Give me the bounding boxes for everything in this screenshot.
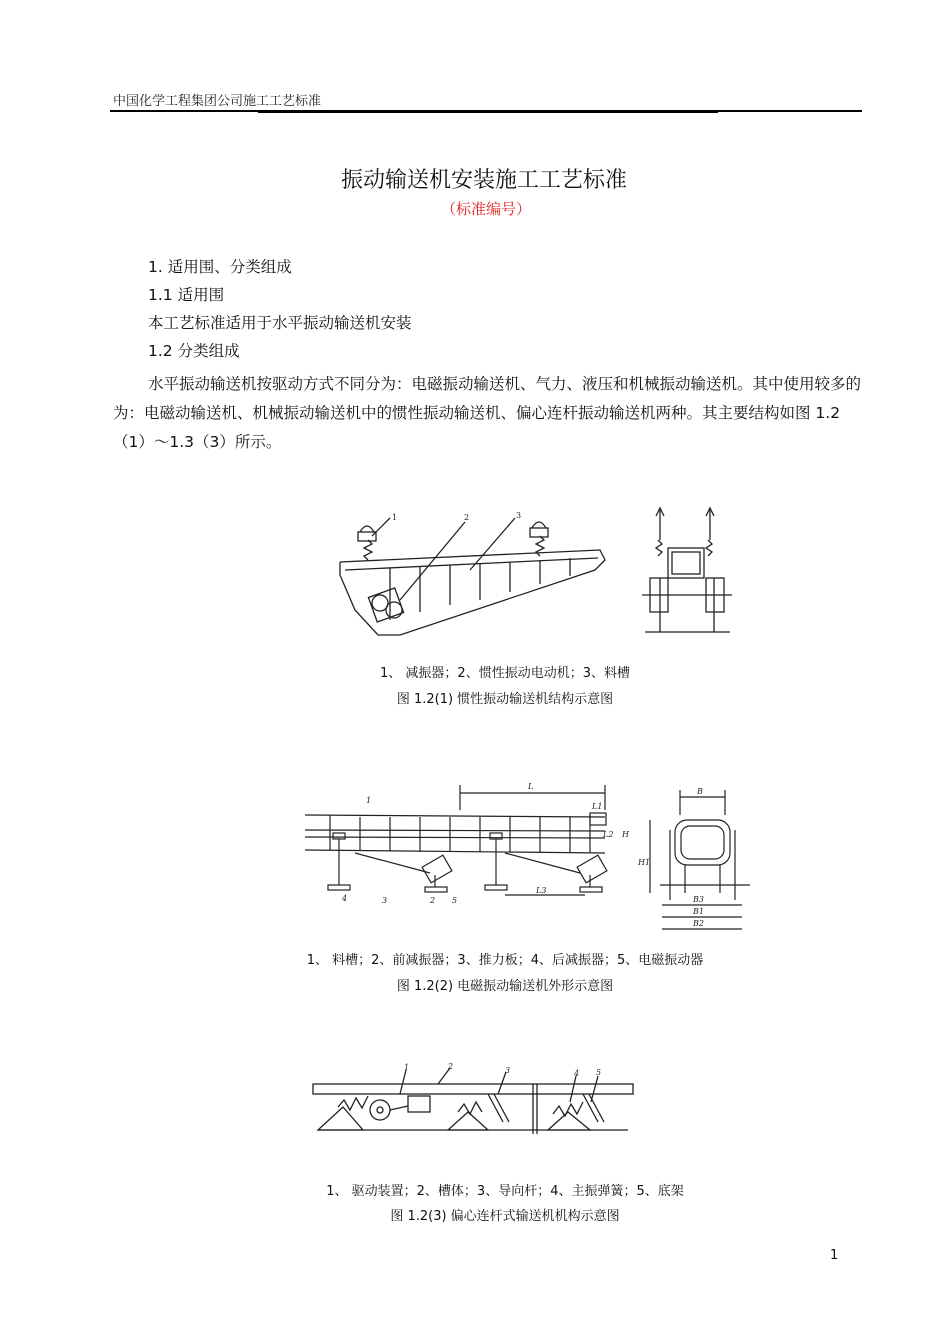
figure-3-caption: 图 1.2(3) 偏心连杆式输送机机构示意图 bbox=[390, 1209, 620, 1224]
figure-2-caption: 图 1.2(2) 电磁振动输送机外形示意图 bbox=[396, 979, 614, 994]
figure-2-label-B3: B3 bbox=[693, 895, 704, 904]
figure-2-label-B1: B1 bbox=[693, 907, 704, 916]
figure-2-label-3: 3 bbox=[382, 896, 388, 905]
figure-1-label-1: 1 bbox=[392, 513, 398, 522]
figure-2-label-L2: L2 bbox=[603, 830, 614, 839]
section-1-heading: 1. 适用围、分类组成 bbox=[148, 258, 292, 276]
section-1-1-heading: 1.1 适用围 bbox=[148, 286, 225, 304]
figure-2-label-H: H bbox=[622, 830, 629, 839]
figure-2-label-L: L bbox=[528, 782, 534, 791]
figure-3-legend: 1、 驱动装置；2、槽体；3、导向杆；4、主振弹簧；5、底架 bbox=[326, 1184, 684, 1199]
figure-1-label-3: 3 bbox=[516, 511, 522, 520]
figure-1-legend: 1、 减振器；2、惯性振动电动机；3、料槽 bbox=[380, 666, 630, 681]
figure-3-label-1: 1 bbox=[404, 1063, 410, 1072]
figure-3-label-4: 4 bbox=[574, 1069, 580, 1078]
figure-2-label-5: 5 bbox=[452, 896, 458, 905]
figure-3-drawing bbox=[308, 1062, 638, 1137]
figure-2-drawing bbox=[300, 775, 770, 940]
figure-2-label-B2: B2 bbox=[693, 919, 704, 928]
figure-2-label-H1: H1 bbox=[638, 858, 651, 867]
running-header: 中国化学工程集团公司施工工艺标准 bbox=[113, 94, 322, 109]
figure-2-label-B: B bbox=[697, 787, 703, 796]
section-1-1-text: 本工艺标准适用于水平振动输送机安装 bbox=[148, 314, 412, 332]
figure-3-label-2: 2 bbox=[448, 1062, 454, 1071]
figure-2-label-2: 2 bbox=[430, 896, 436, 905]
figure-3-label-5: 5 bbox=[596, 1068, 602, 1077]
figure-1-drawing bbox=[330, 500, 750, 645]
page-number: 1 bbox=[830, 1248, 839, 1263]
figure-2-label-L3: L3 bbox=[536, 886, 547, 895]
header-rule-thin bbox=[258, 112, 718, 113]
figure-3-label-3: 3 bbox=[505, 1066, 511, 1075]
figure-2-label-L1: L1 bbox=[592, 802, 603, 811]
document-title: 振动输送机安装施工工艺标准 bbox=[340, 168, 627, 193]
section-1-2-text: 水平振动输送机按驱动方式不同分为：电磁振动输送机、气力、液压和机械振动输送机。其中使用较多的为：电磁动输送机、机械振动输送机中的惯性振动输送机、偏心连杆振动输送机两种。其主要结构如图 1.2（1）～1.3（3）所示。 bbox=[113, 375, 862, 451]
figure-2-legend: 1、 料槽；2、前减振器；3、推力板；4、后减振器；5、电磁振动器 bbox=[306, 953, 704, 968]
section-1-2-heading: 1.2 分类组成 bbox=[148, 342, 240, 360]
figure-1-label-2: 2 bbox=[464, 513, 470, 522]
figure-1-caption: 图 1.2(1) 惯性振动输送机结构示意图 bbox=[396, 692, 614, 707]
document-subtitle: （标准编号） bbox=[440, 200, 531, 218]
figure-2-label-1: 1 bbox=[366, 796, 372, 805]
section-1-2-paragraph bbox=[113, 370, 863, 457]
figure-2-label-4: 4 bbox=[342, 894, 348, 903]
